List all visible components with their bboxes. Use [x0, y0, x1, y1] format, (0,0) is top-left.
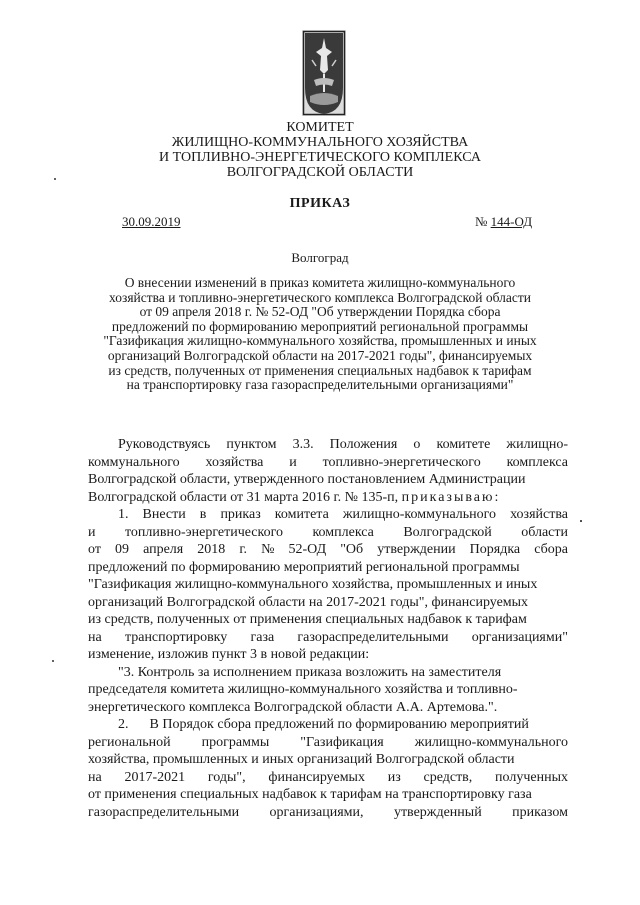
subject-line: от 09 апреля 2018 г. № 52-ОД "Об утверждении Порядка сбора [139, 304, 501, 320]
item-1-line: организаций Волгоградской области на 2017-2021 годы", финансируемых [88, 594, 529, 610]
item-1-line: изменение, изложив пункт 3 в новой редакции: [88, 647, 370, 662]
item-1-line: от 09 апреля 2018 г. № 52-ОД "Об утверждении Порядка сбора [88, 542, 568, 557]
scan-speck [52, 660, 54, 662]
item-1-line: предложений по формированию мероприятий региональной программы [88, 559, 520, 575]
org-line: КОМИТЕТ [286, 120, 354, 135]
document-body [88, 436, 568, 821]
item-1-line: "Газификация жилищно-коммунального хозяйства, промышленных и иных [88, 577, 538, 592]
quote-line: энергетического комплекса Волгоградской области А.А. Артемова.". [88, 699, 498, 715]
item-2-line: 2. В Порядок сбора предложений по формированию мероприятий [118, 717, 529, 732]
scan-speck [580, 520, 582, 522]
item-1-line: из средств, полученных от применения специальных надбавок к тарифам [88, 612, 527, 627]
body-line: Руководствуясь пунктом 3.3. Положения о комитете жилищно- [118, 437, 568, 452]
subject-line: предложений по формированию мероприятий региональной программы [111, 318, 529, 334]
item-1-line: и топливно-энергетического комплекса Волгоградской области [88, 524, 568, 540]
item-1-line: 1. Внести в приказ комитета жилищно-коммунального хозяйства [118, 507, 568, 522]
item-2-line: газораспределительными организациями, утвержденный приказом [88, 804, 568, 820]
item-2-line: региональной программы "Газификация жилищно-коммунального [88, 734, 568, 750]
document-type-title: ПРИКАЗ [289, 196, 351, 211]
subject-line: хозяйства и топливно-энергетического комплекса Волгоградской области [109, 289, 531, 305]
subject-line: организаций Волгоградской области на 2017-2021 годы", финансируемых [107, 347, 533, 363]
body-line: коммунального хозяйства и топливно-энергетического комплекса [88, 454, 568, 470]
document-number [475, 214, 532, 230]
item-1-line: на транспортировку газа газораспределительными организациями" [88, 629, 568, 645]
city-name: Волгоград [291, 250, 349, 265]
number-sign: № [475, 214, 488, 229]
item-2-line: от применения специальных надбавок к тарифам на транспортировку газа [88, 787, 532, 802]
item-2-line: хозяйства, промышленных и иных организаций Волгоградской области [88, 752, 515, 767]
organization-name [0, 120, 640, 180]
number-value: 144-ОД [490, 214, 533, 229]
subject-line: О внесении изменений в приказ комитета жилищно-коммунального [124, 275, 516, 290]
subject-line: из средств, полученных от применения специальных надбавок к тарифам [108, 362, 532, 378]
subject-line: "Газификация жилищно-коммунального хозяйства, промышленных и иных [103, 333, 537, 349]
org-line: ВОЛГОГРАДСКОЙ ОБЛАСТИ [226, 165, 414, 180]
order-verb: приказываю: [401, 489, 501, 505]
item-2-line: на 2017-2021 годы", финансируемых из средств, полученных [88, 769, 568, 785]
body-line: Волгоградской области, утвержденного постановлением Администрации [88, 472, 526, 487]
org-line: И ТОПЛИВНО-ЭНЕРГЕТИЧЕСКОГО КОМПЛЕКСА [159, 150, 481, 165]
document-subject [60, 276, 580, 393]
subject-line: на транспортировку газа газораспределительными организациями" [126, 377, 514, 393]
scan-speck [54, 178, 56, 180]
quote-line: председателя комитета жилищно-коммунального хозяйства и топливно- [88, 682, 518, 697]
body-line: Волгоградской области от 31 марта 2016 г. № 135-п, приказываю: [88, 489, 501, 505]
org-line: ЖИЛИЩНО-КОММУНАЛЬНОГО ХОЗЯЙСТВА [171, 135, 469, 150]
document-date: 30.09.2019 [122, 214, 181, 229]
volgograd-coat-of-arms-emblem [302, 30, 346, 116]
quote-line: "3. Контроль за исполнением приказа возложить на заместителя [118, 664, 502, 680]
